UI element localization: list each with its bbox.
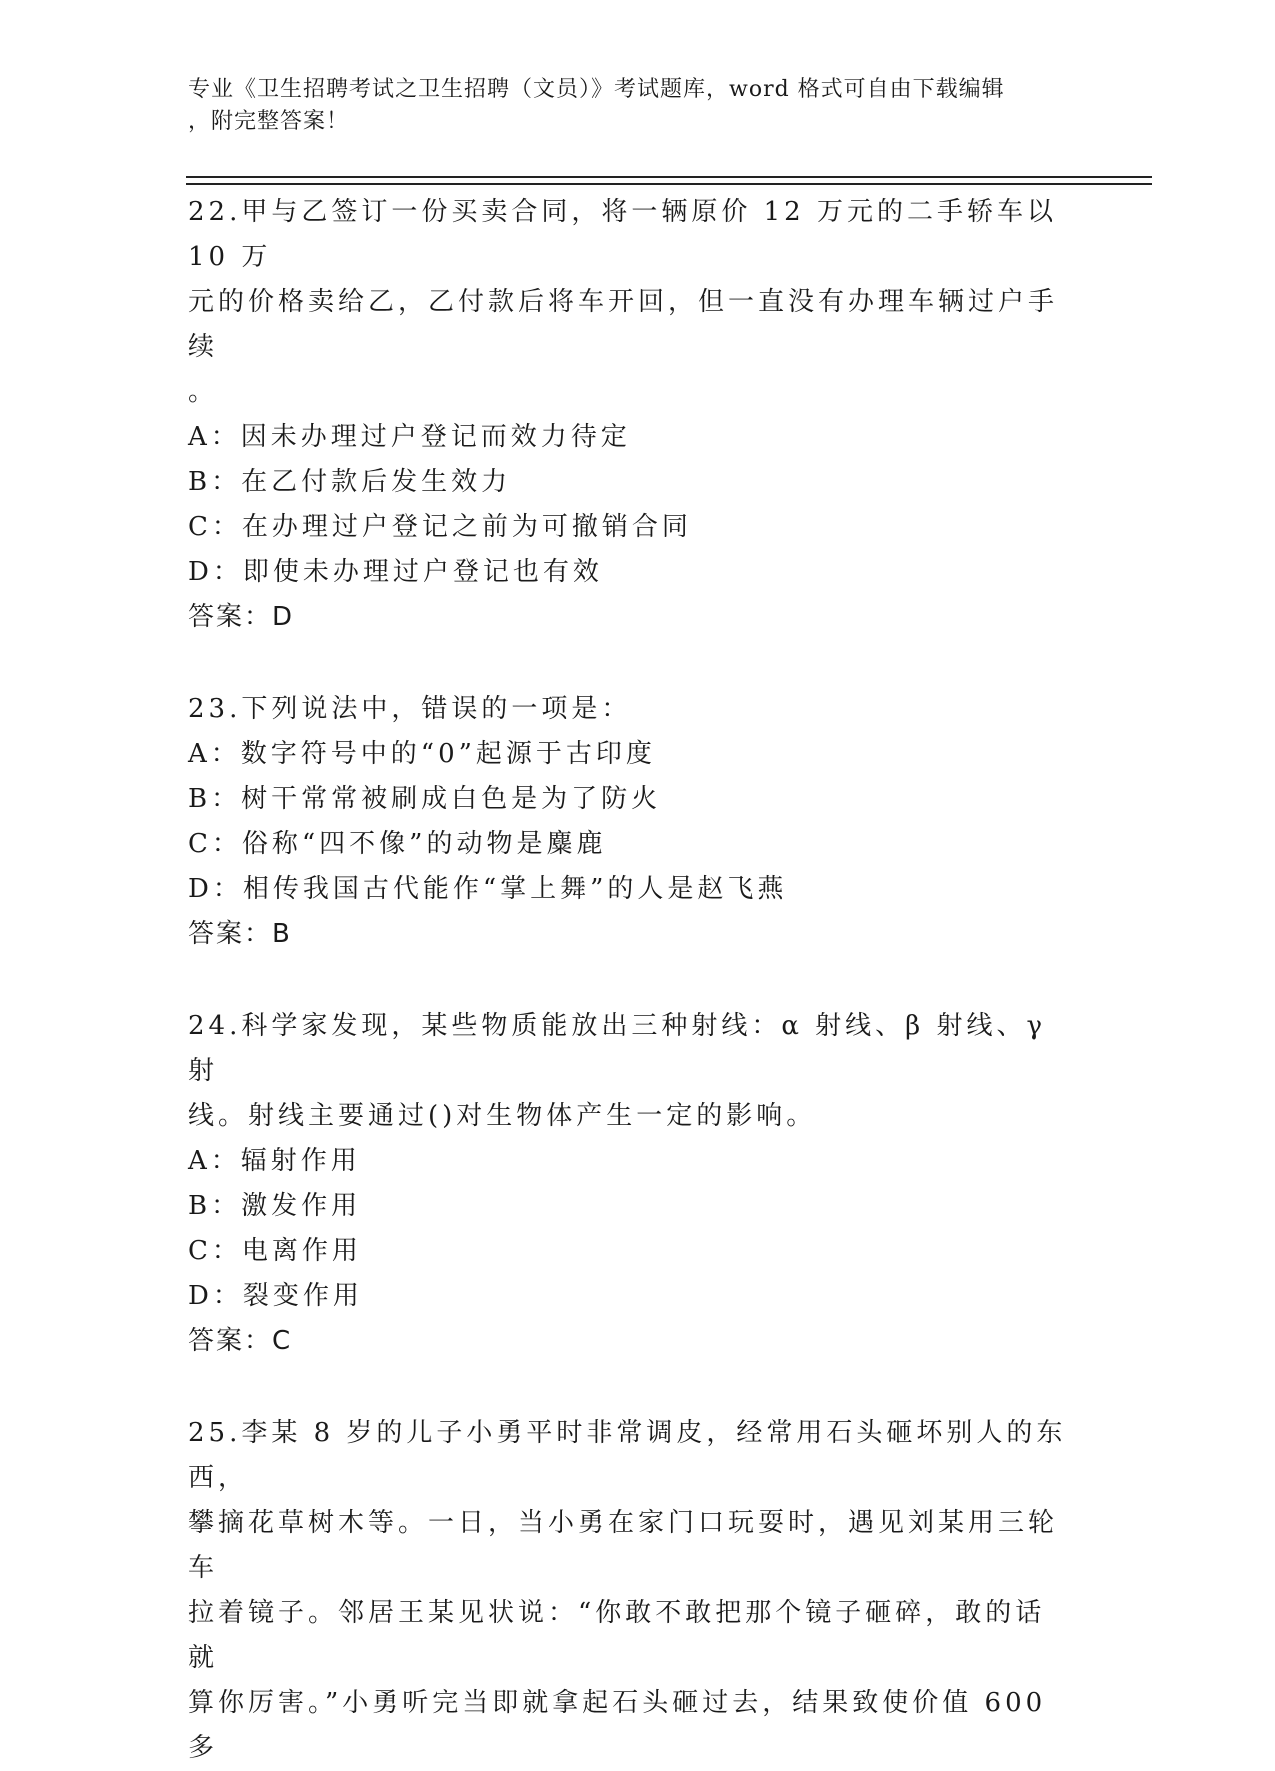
option-a: A：辐射作用 bbox=[188, 1146, 361, 1176]
spacer bbox=[188, 1364, 1068, 1411]
option-a: A：因未办理过户登记而效力待定 bbox=[188, 422, 631, 452]
option-b: B：在乙付款后发生效力 bbox=[188, 467, 512, 497]
option-b: B：树干常常被刷成白色是为了防火 bbox=[188, 784, 662, 814]
option-c: C：俗称“四不像”的动物是麋鹿 bbox=[188, 829, 607, 859]
answer-line: 答案：C bbox=[188, 1326, 293, 1356]
option-c: C：电离作用 bbox=[188, 1236, 362, 1266]
spacer bbox=[188, 640, 1068, 687]
question-stem-line: 23.下列说法中，错误的一项是： bbox=[188, 694, 632, 724]
answer-line: 答案：D bbox=[188, 602, 295, 632]
option-a: A：数字符号中的“0”起源于古印度 bbox=[188, 739, 656, 769]
question-stem-line: 拉着镜子。邻居王某见状说：“你敢不敢把那个镜子砸碎，敢的话就 bbox=[188, 1598, 1046, 1673]
spacer bbox=[188, 957, 1068, 1004]
header-divider-top bbox=[186, 176, 1152, 178]
option-d: D：相传我国古代能作“掌上舞”的人是赵飞燕 bbox=[188, 874, 788, 904]
question-23 bbox=[188, 687, 1068, 957]
header-line-1: 专业《卫生招聘考试之卫生招聘（文员）》考试题库，word 格式可自由下载编辑 bbox=[188, 77, 1005, 102]
option-d: D：裂变作用 bbox=[188, 1281, 363, 1311]
document-header bbox=[188, 74, 1068, 138]
answer-line: 答案：B bbox=[188, 919, 292, 949]
question-stem-line: 元的价格卖给乙，乙付款后将车开回，但一直没有办理车辆过户手续 bbox=[188, 287, 1059, 362]
question-25 bbox=[188, 1411, 1068, 1771]
question-list bbox=[188, 190, 1068, 1771]
option-b: B：激发作用 bbox=[188, 1191, 362, 1221]
question-stem-line: 24.科学家发现，某些物质能放出三种射线：α 射线、β 射线、γ 射 bbox=[188, 1011, 1047, 1086]
question-stem-line: 算你厉害。”小勇听完当即就拿起石头砸过去，结果致使价值 600 多 bbox=[188, 1688, 1047, 1763]
option-d: D：即使未办理过户登记也有效 bbox=[188, 557, 603, 587]
question-stem-line: 22.甲与乙签订一份买卖合同，将一辆原价 12 万元的二手轿车以 10 万 bbox=[188, 197, 1057, 272]
header-line-2: ，附完整答案！ bbox=[188, 109, 350, 134]
question-stem-line: 线。射线主要通过()对生物体产生一定的影响。 bbox=[188, 1101, 817, 1131]
header-divider-bottom bbox=[186, 183, 1152, 185]
question-24 bbox=[188, 1004, 1068, 1364]
question-22 bbox=[188, 190, 1068, 640]
question-stem-line: 。 bbox=[188, 377, 219, 407]
option-c: C：在办理过户登记之前为可撤销合同 bbox=[188, 512, 692, 542]
question-stem-line: 25.李某 8 岁的儿子小勇平时非常调皮，经常用石头砸坏别人的东西， bbox=[188, 1418, 1067, 1493]
question-stem-line: 攀摘花草树木等。一日，当小勇在家门口玩耍时，遇见刘某用三轮车 bbox=[188, 1508, 1059, 1583]
